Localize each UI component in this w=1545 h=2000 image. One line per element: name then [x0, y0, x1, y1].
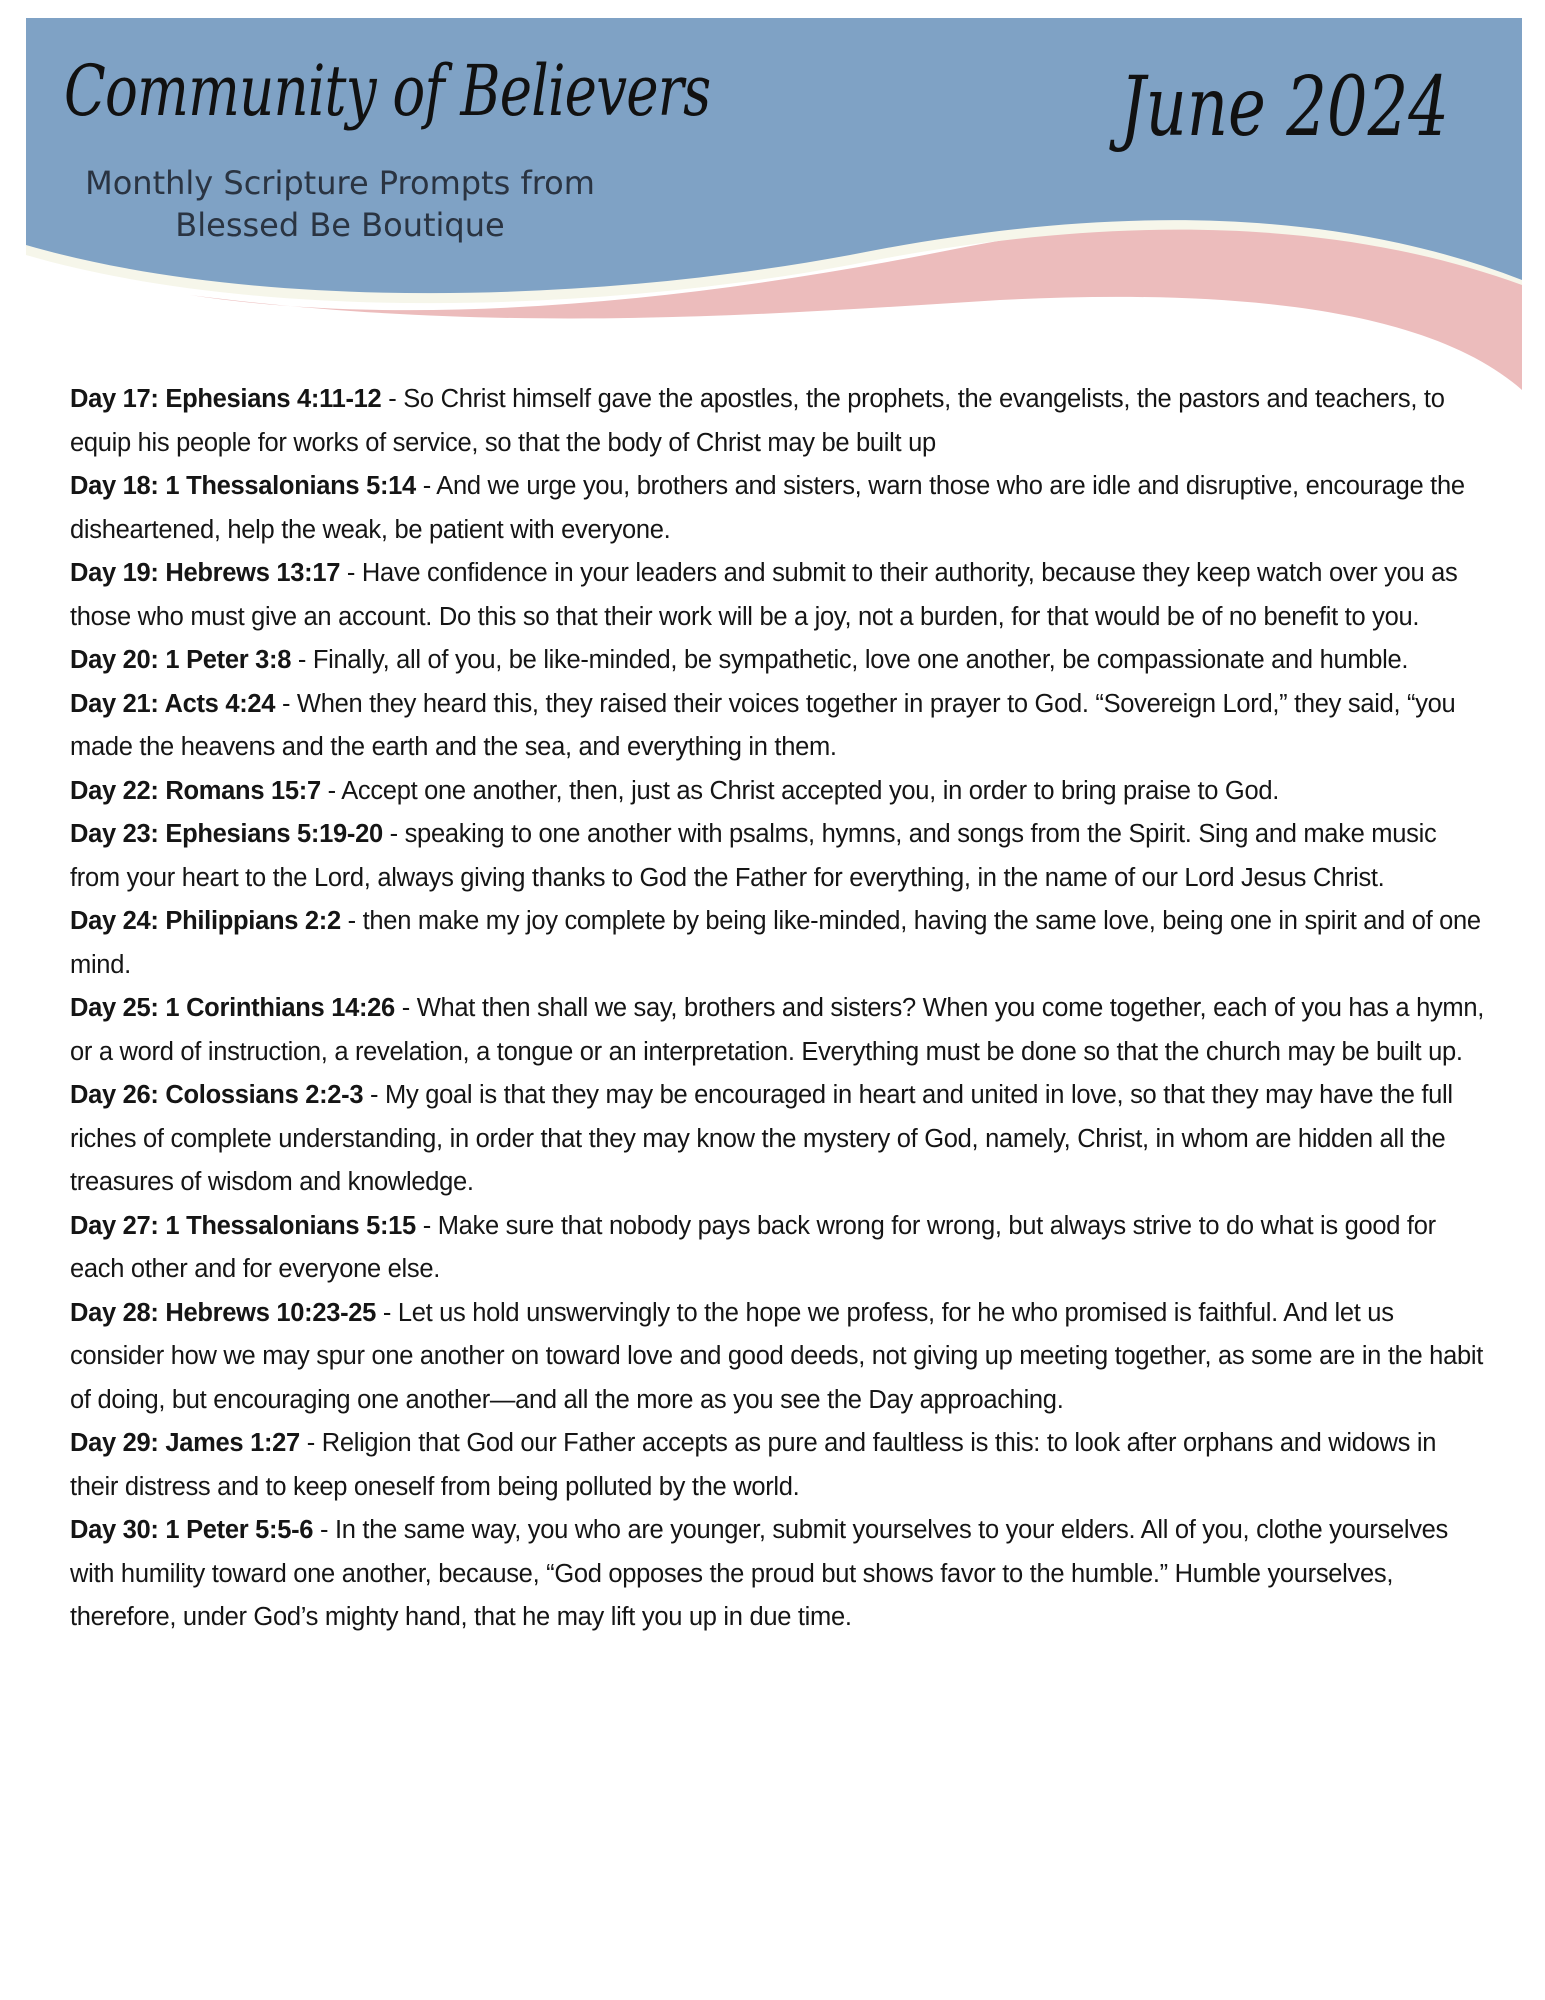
scripture-reference: Day 25: 1 Corinthians 14:26 — [70, 994, 395, 1022]
scripture-entry-day-21: Day 21: Acts 4:24 - When they heard this, they raised their voices together in prayer to God. “Sovereign Lord,” they said, “you made the heavens and the earth and the sea, and everything in them. — [70, 689, 1456, 761]
scripture-entry-day-28: Day 28: Hebrews 10:23-25 - Let us hold unswervingly to the hope we profess, for he who promised is faithful. And let us consider how we may spur one another on toward love and good deeds, not giving up meeting together, as some are in the habit of doing, but encouraging one another—and all the more as you see the Day approaching. — [70, 1298, 1483, 1414]
scripture-entry-day-17: Day 17: Ephesians 4:11-12 - So Christ himself gave the apostles, the prophets, the evangelists, the pastors and teachers, to equip his people for works of service, so that the body of Christ may be built up — [70, 385, 1445, 457]
scripture-entry-day-18: Day 18: 1 Thessalonians 5:14 - And we urge you, brothers and sisters, warn those who are idle and disruptive, encourage the disheartened, help the weak, be patient with everyone. — [70, 472, 1465, 544]
scripture-list — [70, 378, 1490, 1640]
scripture-reference: Day 28: Hebrews 10:23-25 — [70, 1298, 377, 1327]
scripture-reference: Day 19: Hebrews 13:17 — [70, 559, 341, 587]
scripture-reference: Day 22: Romans 15:7 — [70, 776, 321, 805]
month-label: June 2024 — [1120, 60, 1449, 155]
scripture-text: Let us hold unswervingly to the hope we profess, for he who promised is faithful. And let us consider how we may spur one another on toward love and good deeds, not giving up meeting together, as some are in the habit of doing, but encouraging one another—and all the more as you see the Day approaching. — [70, 1298, 1483, 1414]
scripture-entry-day-19: Day 19: Hebrews 13:17 - Have confidence in your leaders and submit to their authority, because they keep watch over you as those who must give an account. Do this so that their work will be a joy, not a burden, for that would be of no benefit to you. — [70, 559, 1458, 631]
scripture-text: My goal is that they may be encouraged in heart and united in love, so that they may have the full riches of complete understanding, in order that they may know the mystery of God, namely, Christ, in whom are hidden all the treasures of wisdom and knowledge. — [70, 1081, 1453, 1196]
scripture-text: When they heard this, they raised their voices together in prayer to God. “Sovereign Lord,” they said, “you made the heavens and the earth and the sea, and everything in them. — [70, 689, 1456, 761]
brand-title: Community of Believers — [64, 50, 711, 132]
scripture-text: speaking to one another with psalms, hymns, and songs from the Spirit. Sing and make music from your heart to the Lord, always giving thanks to God the Father for everything, in the name of our Lord Jesus Christ. — [70, 820, 1437, 892]
scripture-text: then make my joy complete by being like-minded, having the same love, being one in spirit and of one mind. — [70, 907, 1481, 979]
scripture-text: In the same way, you who are younger, submit yourselves to your elders. All of you, clothe yourselves with humility toward one another, because, “God opposes the proud but shows favor to the humble.” Humble yourselves, therefore, under God’s mighty hand, that he may lift you up in due time. — [70, 1516, 1449, 1631]
scripture-text: And we urge you, brothers and sisters, warn those who are idle and disruptive, encourage the disheartened, help the weak, be patient with everyone. — [70, 472, 1465, 544]
scripture-reference: Day 20: 1 Peter 3:8 — [70, 646, 292, 674]
scripture-reference: Day 27: 1 Thessalonians 5:15 — [70, 1211, 416, 1240]
scripture-entry-day-23: Day 23: Ephesians 5:19-20 - speaking to one another with psalms, hymns, and songs from the Spirit. Sing and make music from your heart to the Lord, always giving thanks to God the Father for everything, in the name of our Lord Jesus Christ. — [70, 820, 1437, 892]
scripture-reference: Day 18: 1 Thessalonians 5:14 — [70, 472, 416, 500]
scripture-reference: Day 21: Acts 4:24 — [70, 689, 276, 718]
scripture-reference: Day 24: Philippians 2:2 — [70, 907, 341, 935]
scripture-text: Finally, all of you, be like-minded, be sympathetic, love one another, be compassionate and humble. — [312, 646, 1409, 674]
scripture-entry-day-22: Day 22: Romans 15:7 - Accept one another, then, just as Christ accepted you, in order to bring praise to God. — [70, 776, 1279, 805]
scripture-entry-day-20: Day 20: 1 Peter 3:8 - Finally, all of you, be like-minded, be sympathetic, love one another, be compassionate and humble. — [70, 646, 1409, 674]
scripture-reference: Day 26: Colossians 2:2-3 — [70, 1081, 364, 1109]
scripture-reference: Day 29: James 1:27 — [70, 1429, 300, 1457]
scripture-text: Religion that God our Father accepts as pure and faultless is this: to look after orphans and widows in their distress and to keep oneself from being polluted by the world. — [70, 1429, 1437, 1501]
scripture-text: So Christ himself gave the apostles, the prophets, the evangelists, the pastors and teachers, to equip his people for works of service, so that the body of Christ may be built up — [70, 385, 1445, 457]
scripture-reference: Day 17: Ephesians 4:11-12 — [70, 385, 382, 413]
scripture-entry-day-29: Day 29: James 1:27 - Religion that God our Father accepts as pure and faultless is this: to look after orphans and widows in their distress and to keep oneself from being polluted by the world. — [70, 1429, 1437, 1501]
scripture-text: Make sure that nobody pays back wrong for wrong, but always strive to do what is good for each other and for everyone else. — [70, 1211, 1436, 1283]
scripture-reference: Day 30: 1 Peter 5:5-6 — [70, 1516, 314, 1544]
scripture-entry-day-27: Day 27: 1 Thessalonians 5:15 - Make sure that nobody pays back wrong for wrong, but always strive to do what is good for each other and for everyone else. — [70, 1211, 1436, 1283]
scripture-entry-day-26: Day 26: Colossians 2:2-3 - My goal is that they may be encouraged in heart and united in love, so that they may have the full riches of complete understanding, in order that they may know the mystery of God, namely, Christ, in whom are hidden all the treasures of wisdom and knowledge. — [70, 1081, 1453, 1196]
scripture-text: Accept one another, then, just as Christ accepted you, in order to bring praise to God. — [341, 776, 1279, 805]
scripture-entry-day-24: Day 24: Philippians 2:2 - then make my joy complete by being like-minded, having the same love, being one in spirit and of one mind. — [70, 907, 1481, 979]
scripture-entry-day-25: Day 25: 1 Corinthians 14:26 - What then shall we say, brothers and sisters? When you come together, each of you has a hymn, or a word of instruction, a revelation, a tongue or an interpretation. Everything must be done so that the church may be built up. — [70, 994, 1485, 1066]
brand-subtitle: Monthly Scripture Prompts from Blessed Be Boutique — [85, 164, 595, 244]
scripture-text: Have confidence in your leaders and submit to their authority, because they keep watch over you as those who must give an account. Do this so that their work will be a joy, not a burden, for that would be of no benefit to you. — [70, 559, 1458, 631]
scripture-text: What then shall we say, brothers and sisters? When you come together, each of you has a hymn, or a word of instruction, a revelation, a tongue or an interpretation. Everything must be done so that the church may be built up. — [70, 994, 1485, 1066]
scripture-reference: Day 23: Ephesians 5:19-20 — [70, 820, 383, 848]
scripture-entry-day-30: Day 30: 1 Peter 5:5-6 - In the same way, you who are younger, submit yourselves to your elders. All of you, clothe yourselves with humility toward one another, because, “God opposes the proud but shows favor to the humble.” Humble yourselves, therefore, under God’s mighty hand, that he may lift you up in due time. — [70, 1516, 1449, 1631]
